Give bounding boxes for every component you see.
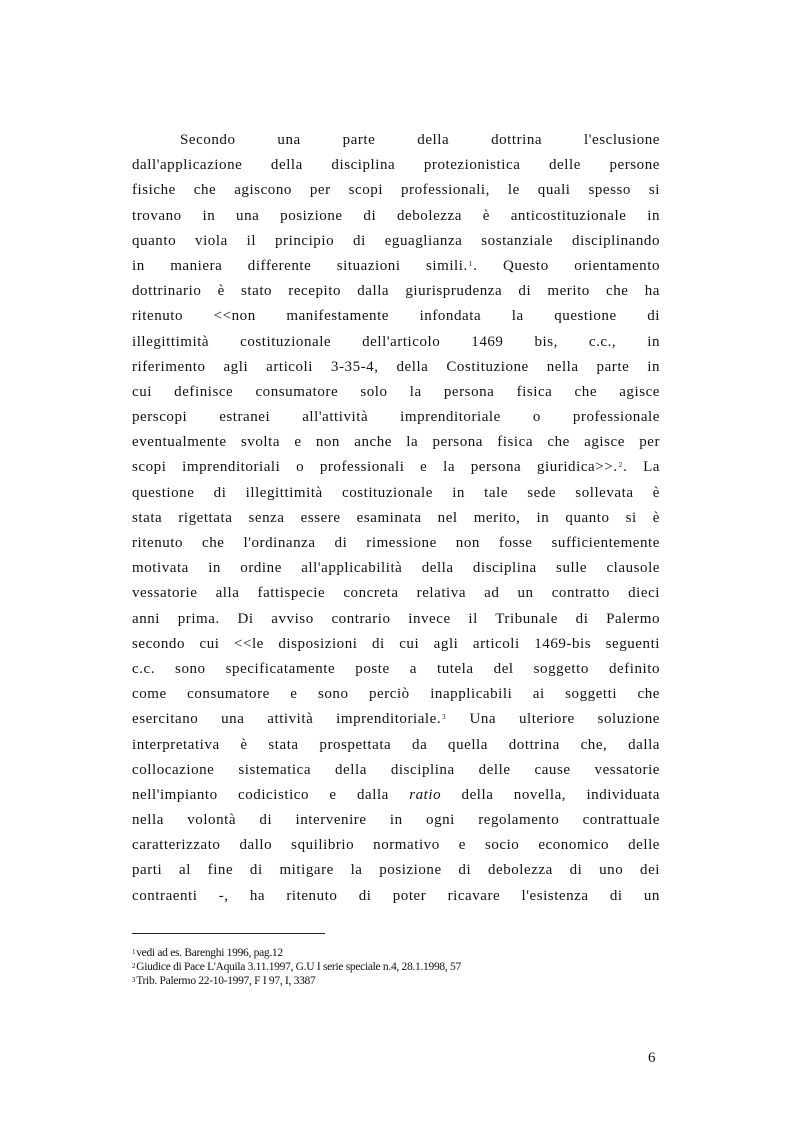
text-segment: collocazione sistematica della disciplina delle cause vessatorie — [132, 761, 660, 778]
text-segment: questione di illegittimità costituzionale in tale sede sollevata è — [132, 484, 660, 501]
footnote-text: Giudice di Pace L'Aquila 3.11.1997, G.U I serie speciale n.4, 28.1.1998, 57 — [136, 961, 461, 973]
text-segment: anni prima. Di avviso contrario invece il Tribunale di Palermo — [132, 610, 660, 627]
text-segment: in maniera differente situazioni simili. — [132, 257, 468, 274]
text-segment: cui definisce consumatore solo la persona fisica che agisce — [132, 383, 660, 400]
text-segment: della novella, individuata — [441, 786, 660, 803]
text-segment: secondo cui <<le disposizioni di cui agli articoli 1469-bis seguenti — [132, 635, 660, 652]
text-segment: come consumatore e sono perciò inapplicabili ai soggetti che — [132, 686, 660, 703]
footnote-number: 3 — [132, 976, 136, 984]
body-line — [132, 405, 660, 430]
body-line — [132, 682, 660, 707]
text-segment: interpretativa è stata prospettata da quella dottrina che, dalla — [132, 736, 660, 753]
body-line — [132, 355, 660, 380]
footnote-reference: 1 — [468, 259, 473, 268]
text-segment: motivata in ordine all'applicabilità della disciplina sulle clausole — [132, 560, 660, 577]
footnote — [132, 946, 652, 960]
text-segment: dottrinario è stato recepito dalla giurisprudenza di merito che ha — [132, 283, 660, 300]
text-segment: . La — [623, 459, 660, 476]
text-segment: perscopi estranei all'attività imprenditoriale o professionale — [132, 409, 660, 426]
footnote-text: Trib. Palermo 22-10-1997, F I 97, I, 3387 — [136, 975, 316, 987]
text-segment: dall'applicazione della disciplina protezionistica delle persone — [132, 157, 660, 174]
text-segment: eventualmente svolta e non anche la persona fisica che agisce per — [132, 434, 660, 451]
footnotes — [132, 946, 652, 988]
footnote-reference: 3 — [442, 713, 446, 722]
text-segment: stata rigettata senza essere esaminata nel merito, in quanto si è — [132, 509, 660, 526]
text-segment: c.c. sono specificatamente poste a tutela del soggetto definito — [132, 660, 660, 677]
text-segment: ritenuto <<non manifestamente infondata la questione di — [132, 308, 660, 325]
body-line — [132, 330, 660, 355]
text-segment: caratterizzato dallo squilibrio normativo e socio economico delle — [132, 837, 660, 854]
body-line — [132, 304, 660, 329]
text-segment: vessatorie alla fattispecie concreta relativa ad un contratto dieci — [132, 585, 660, 602]
body-line — [132, 254, 660, 279]
body-line — [132, 783, 660, 808]
footnote-reference: 2 — [618, 461, 623, 470]
body-line — [132, 531, 660, 556]
text-segment: trovano in una posizione di debolezza è anticostituzionale in — [132, 207, 660, 224]
body-line — [132, 229, 660, 254]
text-segment: ratio — [409, 786, 442, 803]
body-line — [132, 758, 660, 783]
body-line — [132, 204, 660, 229]
body-line — [132, 607, 660, 632]
body-line — [132, 128, 660, 153]
body-line — [132, 833, 660, 858]
text-segment: nella volontà di intervenire in ogni regolamento contrattuale — [132, 812, 660, 829]
body-line — [132, 153, 660, 178]
body-text — [132, 128, 660, 909]
page-number: 6 — [648, 1050, 656, 1066]
text-segment: riferimento agli articoli 3-35-4, della Costituzione nella parte in — [132, 358, 660, 375]
text-segment: . Questo orientamento — [473, 257, 661, 274]
text-segment: contraenti -, ha ritenuto di poter ricavare l'esistenza di un — [132, 887, 660, 904]
body-line — [132, 178, 660, 203]
text-segment: illegittimità costituzionale dell'articolo 1469 bis, c.c., in — [132, 333, 660, 350]
body-line — [132, 884, 660, 909]
body-line — [132, 506, 660, 531]
body-line — [132, 279, 660, 304]
text-segment: ritenuto che l'ordinanza di rimessione non fosse sufficientemente — [132, 535, 660, 551]
body-line — [132, 455, 660, 480]
text-segment: scopi imprenditoriali o professionali e la persona giuridica>>. — [132, 459, 618, 476]
body-line — [132, 858, 660, 883]
text-segment: Una ulteriore soluzione — [446, 711, 660, 728]
footnote-number: 2 — [132, 962, 136, 970]
body-line — [132, 581, 660, 606]
body-line — [132, 556, 660, 581]
body-line — [132, 380, 660, 405]
footnote-text: vedi ad es. Barenghi 1996, pag.12 — [136, 947, 283, 959]
body-line — [132, 707, 660, 732]
footnote — [132, 960, 652, 974]
text-segment: Secondo una parte della dottrina l'esclusione — [180, 132, 660, 148]
body-line — [132, 632, 660, 657]
body-line — [132, 430, 660, 455]
footnote — [132, 974, 652, 988]
text-segment: esercitano una attività imprenditoriale. — [132, 711, 442, 728]
text-segment: fisiche che agiscono per scopi professionali, le quali spesso si — [132, 182, 660, 199]
body-line — [132, 808, 660, 833]
footnote-number: 1 — [132, 948, 136, 956]
footnote-separator — [132, 933, 325, 934]
text-segment: parti al fine di mitigare la posizione di debolezza di uno dei — [132, 862, 660, 879]
body-line — [132, 733, 660, 758]
text-segment: nell'impianto codicistico e dalla — [132, 786, 410, 803]
text-segment: quanto viola il principio di eguaglianza sostanziale disciplinando — [132, 232, 660, 249]
body-line — [132, 481, 660, 506]
body-line — [132, 657, 660, 682]
